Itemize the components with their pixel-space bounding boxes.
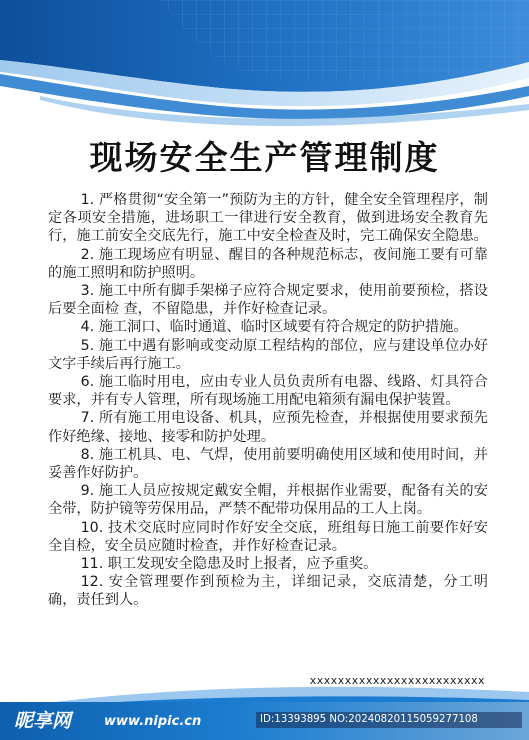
rule-item: 10. 技术交底时应同时作好安全交底，班组每日施工前要作好安全自检，安全员应随时检查，并作好检查记录。 [48, 519, 488, 554]
header-wave-art [0, 0, 529, 140]
rule-item: 3. 施工中所有脚手架梯子应符合规定要求，使用前要预检，搭设后要全面检 查，不留隐患，并作好检查记录。 [48, 283, 488, 318]
rules-list [48, 191, 488, 610]
rule-item: 8. 施工机具、电、气焊，使用前要明确使用区域和使用时间，并妥善作好防护。 [48, 446, 488, 482]
watermark-logo: 昵享网 [14, 710, 72, 732]
rule-item: 1. 严格贯彻“安全第一”预防为主的方针，健全安全管理程序，制定各项安全措施，进场职工一律进行安全教育，做到进场安全教育先行，施工前安全交底先行，施工中安全检查及时，完工确保安全隐患。 [48, 192, 488, 245]
rule-item: 4. 施工洞口、临时通道、临时区域要有符合规定的防护措施。 [80, 319, 468, 336]
rule-item: 9. 施工人员应按规定戴安全帽，并根据作业需要，配备有关的安全带，防护镜等劳保用品，严禁不配带功保用品的工人上岗。 [48, 483, 488, 518]
watermark-id: ID:13393895 NO:20240820115059277108 [256, 712, 522, 728]
rule-item: 7. 所有施工用电设备、机具，应预先检查，并根据使用要求预先作好绝缘、接地、接零和防护处理。 [48, 410, 488, 445]
rule-item: 11. 职工发现安全隐患及时上报者，应予重奖。 [80, 556, 378, 573]
signature-placeholder: xxxxxxxxxxxxxxxxxxxxxxxxx [309, 674, 485, 687]
rule-item: 2. 施工现场应有明显、醒目的各种规范标志，夜间施工要有可靠的施工照明和防护照明。 [48, 246, 488, 281]
page-title: 现场安全生产管理制度 [89, 138, 440, 177]
watermark-url: www.nipic.cn [104, 714, 202, 729]
rule-item: 5. 施工中遇有影响或变动原工程结构的部位，应与建设单位办好文字手续后再行施工。 [48, 337, 488, 372]
rule-item: 6. 施工临时用电，应由专业人员负责所有电器、线路、灯具符合要求，并有专人管理，所有现场施工用配电箱须有漏电保护装置。 [48, 374, 488, 409]
rule-item: 12. 安全管理要作到预检为主，详细记录，交底清楚，分工明确，责任到人。 [48, 574, 488, 609]
